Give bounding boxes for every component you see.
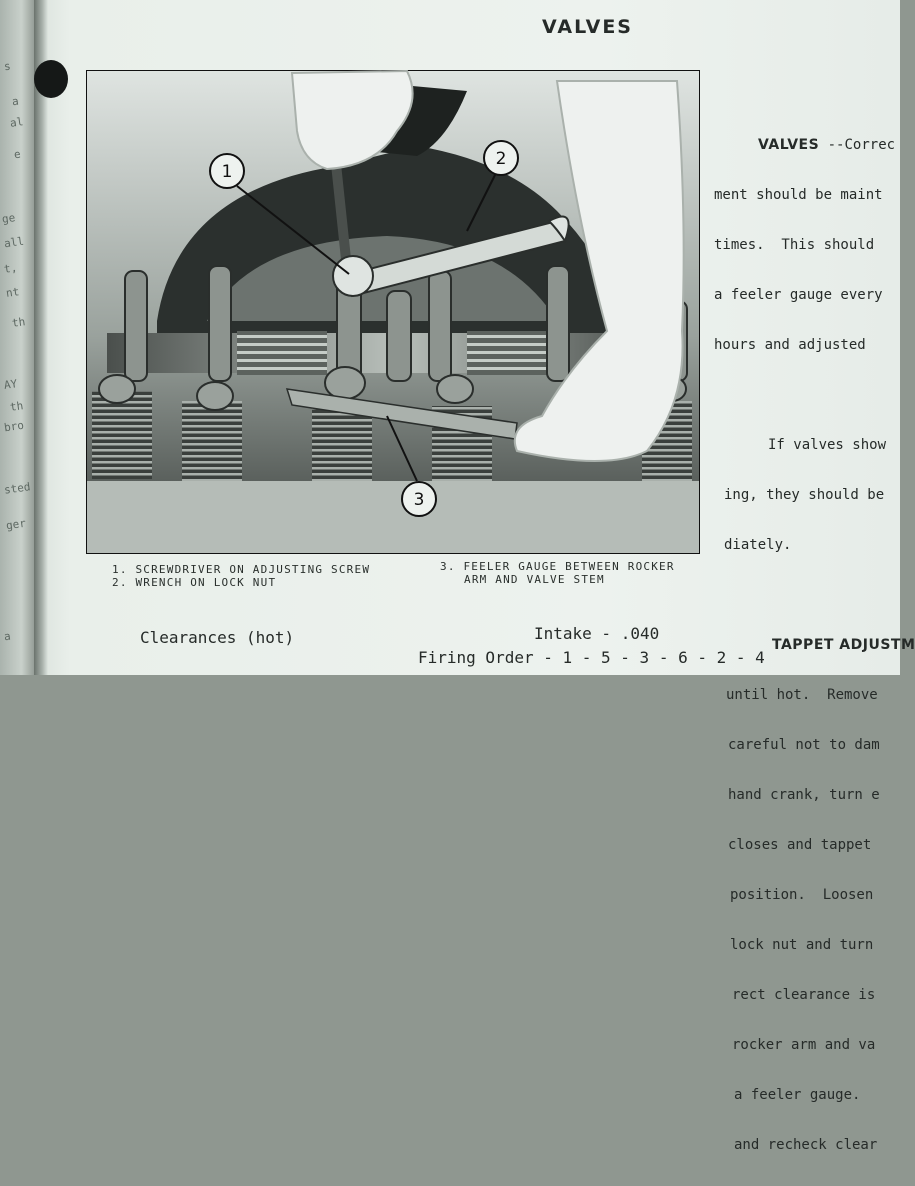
engine-valve-photo — [86, 70, 700, 554]
valves-intro: --Correc — [819, 137, 896, 153]
body-line: diately. — [724, 537, 792, 553]
caption-item-3: 3. FEELER GAUGE BETWEEN ROCKER — [440, 560, 675, 573]
left-page-fragment: t, — [3, 261, 19, 276]
left-page-fragment: sted — [3, 480, 32, 497]
figure-caption-left — [112, 563, 370, 589]
body-line: ment should be maint — [714, 187, 883, 203]
body-line: ing, they should be — [724, 487, 885, 503]
left-page-fragment: s — [3, 59, 12, 74]
body-line: a feeler gauge every — [714, 287, 883, 303]
body-line: hand crank, turn e — [728, 787, 880, 803]
callout-2-label: 2 — [495, 149, 507, 169]
left-page-fragment: a — [11, 94, 20, 109]
left-page-fragment: ger — [5, 516, 27, 533]
body-line: position. Loosen — [730, 887, 874, 903]
valves-heading: VALVES — [758, 137, 820, 153]
callout-3 — [402, 482, 436, 516]
left-page-fragment: nt — [5, 285, 21, 300]
left-page-fragment: ge — [1, 211, 17, 226]
caption-item-2: 2. WRENCH ON LOCK NUT — [112, 576, 277, 589]
left-page-edge — [0, 0, 36, 675]
body-line: If valves show — [768, 437, 887, 453]
binding-gutter — [34, 0, 48, 675]
body-line: until hot. Remove — [726, 687, 878, 703]
tappet-heading: TAPPET ADJUSTM — [772, 637, 915, 653]
firing-order: Firing Order - 1 - 5 - 3 - 6 - 2 - 4 — [418, 648, 765, 667]
engine-illustration — [87, 71, 699, 553]
body-line: hours and adjusted — [714, 337, 875, 353]
body-line: rect clearance is — [732, 987, 876, 1003]
body-line: and recheck clear — [734, 1137, 878, 1153]
engine-block — [87, 481, 699, 553]
body-line: a feeler gauge. — [734, 1087, 861, 1103]
body-line: rocker arm and va — [732, 1037, 876, 1053]
left-page-fragment: all — [3, 234, 25, 251]
callout-1-label: 1 — [221, 162, 233, 182]
body-line: times. This should — [714, 237, 875, 253]
left-page-fragment: AY — [3, 377, 19, 392]
left-page-fragment: e — [13, 147, 22, 162]
left-page-fragment: al — [9, 115, 25, 130]
shaft-spring — [237, 331, 327, 375]
callout-3-label: 3 — [413, 490, 425, 510]
callout-1 — [210, 154, 244, 188]
body-line: lock nut and turn — [730, 937, 874, 953]
page-header: VALVES — [542, 16, 633, 38]
caption-item-1: 1. SCREWDRIVER ON ADJUSTING SCREW — [112, 563, 371, 576]
body-line: careful not to dam — [728, 737, 880, 753]
body-line: closes and tappet — [728, 837, 872, 853]
callout-2 — [484, 141, 518, 175]
binder-hole — [34, 60, 68, 98]
caption-item-3-cont: ARM AND VALVE STEM — [464, 573, 605, 586]
left-page-fragment: th — [11, 315, 27, 330]
intake-clearance: Intake - .040 — [534, 624, 660, 643]
left-page-fragment: a — [3, 629, 12, 644]
clearances-label: Clearances (hot) — [140, 628, 295, 647]
left-page-fragment: bro — [3, 418, 25, 435]
wrench-ring — [333, 256, 373, 296]
body-text — [714, 104, 915, 1186]
left-page-fragment: th — [9, 399, 25, 414]
figure-caption-right — [440, 560, 675, 586]
shaft-spring — [467, 331, 547, 375]
